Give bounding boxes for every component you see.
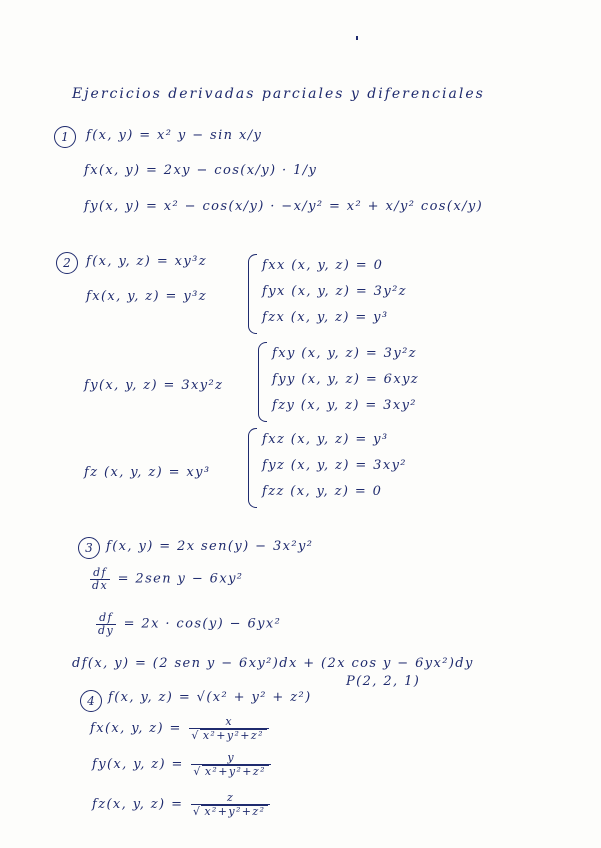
ex4-fx-lhs: fx(x, y, z) = [90, 721, 182, 737]
ex2-fyx: fyx (x, y, z) = 3y²z [262, 284, 407, 299]
ex4-fz-lhs: fz(x, y, z) = [92, 797, 184, 813]
denominator: dx [92, 578, 109, 592]
exercise-number-2: 2 [56, 252, 78, 274]
ex2-fyz: fyz (x, y, z) = 3xy² [262, 458, 407, 473]
brace [248, 428, 257, 508]
denominator: √ x²+y²+z² [189, 728, 269, 742]
ex2-fzx: fzx (x, y, z) = y³ [262, 310, 389, 325]
ex4-point: P(2, 2, 1) [346, 674, 421, 689]
ex2-fx: fx(x, y, z) = y³z [86, 289, 207, 304]
ink-mark [356, 36, 358, 40]
fraction [191, 792, 271, 817]
numerator: x [225, 715, 233, 728]
numerator: df [99, 611, 113, 624]
ex4-fx [90, 716, 271, 741]
ex4-fy-lhs: fy(x, y, z) = [92, 757, 184, 773]
fraction [189, 716, 269, 741]
exercise-number-3: 3 [78, 537, 100, 559]
fraction [191, 752, 271, 777]
radicand: x²+y²+z² [200, 729, 267, 742]
ex1-fy: fy(x, y) = x² − cos(x/y) · −x/y² = x² + x/y² cos(x/y) [84, 199, 484, 214]
ex2-function: f(x, y, z) = xy³z [86, 254, 207, 269]
ex2-fy: fy(x, y, z) = 3xy²z [84, 378, 224, 393]
ex3-total-differential: df(x, y) = (2 sen y − 6xy²)dx + (2x cos y − 6yx²)dy [72, 656, 474, 671]
ex4-fz [92, 792, 272, 817]
fraction [90, 567, 110, 591]
ex4-function: f(x, y, z) = √(x² + y² + z²) [108, 690, 312, 705]
ex1-function: f(x, y) = x² y − sin x/y [86, 128, 263, 143]
ex2-fxx: fxx (x, y, z) = 0 [262, 258, 384, 273]
ex3-dfdx-rhs: = 2sen y − 6xy² [117, 571, 244, 587]
denominator: dy [98, 623, 115, 637]
numerator: z [227, 791, 235, 804]
exercise-number-1: 1 [54, 126, 76, 148]
brace [248, 254, 257, 334]
ex3-dfdy-rhs: = 2x · cos(y) − 6yx² [123, 616, 282, 632]
ex2-fxz: fxz (x, y, z) = y³ [262, 432, 389, 447]
ex2-fyy: fyy (x, y, z) = 6xyz [272, 372, 420, 387]
brace [258, 342, 267, 422]
radicand: x²+y²+z² [201, 805, 268, 818]
ex2-fzy: fzy (x, y, z) = 3xy² [272, 398, 417, 413]
ex3-dfdx [88, 567, 243, 591]
exercise-number-4: 4 [80, 690, 102, 712]
numerator: y [227, 751, 235, 764]
page-title: Ejercicios derivadas parciales y diferenciales [72, 86, 485, 102]
numerator: df [93, 566, 107, 579]
denominator: √ x²+y²+z² [191, 804, 271, 818]
ex1-fx: fx(x, y) = 2xy − cos(x/y) · 1/y [84, 163, 318, 178]
denominator: √ x²+y²+z² [191, 764, 271, 778]
ex2-fzz: fzz (x, y, z) = 0 [262, 484, 383, 499]
ex4-fy [92, 752, 273, 777]
ex3-function: f(x, y) = 2x sen(y) − 3x²y² [106, 539, 314, 554]
ex2-fz: fz (x, y, z) = xy³ [84, 465, 211, 480]
ex2-fxy: fxy (x, y, z) = 3y²z [272, 346, 417, 361]
fraction [96, 612, 116, 636]
radicand: x²+y²+z² [202, 765, 269, 778]
ex3-dfdy [94, 612, 281, 636]
